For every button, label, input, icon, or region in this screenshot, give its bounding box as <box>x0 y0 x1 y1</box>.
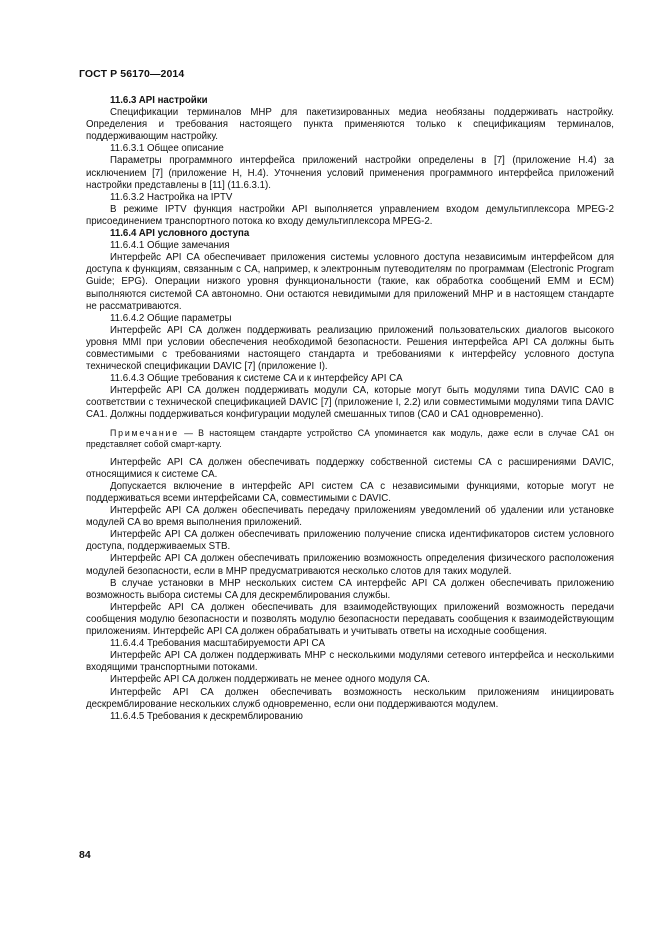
body-paragraph: Интерфейс API CA обеспечивает приложения системы условного доступа независимым интерфейсом для доступа к функциям, связанным с CA, например, к электронным путеводителям по программам (Electronic Program Guide; EPG). Операции низкого уровня функциональности (такие, как обработка сообщений EMM и ECM) выполняются системой CA автономно. Они остаются невидимыми для приложений MHP и в настоящем стандарте не рассматриваются. <box>86 252 614 312</box>
subsection-heading: 11.6.4.5 Требования к дескремблированию <box>110 710 303 722</box>
body-paragraph: Интерфейс API CA должен поддерживать модули CA, которые могут быть модулями типа DAVIC CA0 в соответствии с технической спецификацией DAVIC [7] (приложение I, 2.2) или совместимыми модулями типа DAVIC CA1. Должны поддерживаться конфигурации модулей смешанных типов (CA0 и CA1 одновременно). <box>86 385 614 421</box>
subsection-heading: 11.6.3.1 Общее описание <box>110 143 224 155</box>
body-paragraph: Интерфейс API CA должен обеспечивать для взаимодействующих приложений возможность передачи сообщения модулю безопасности и позволять модулю безопасности передавать сообщения к взаимодействующим приложениям. Интерфейс API CA должен обрабатывать и учитывать ответы на исходные сообщения. <box>86 601 614 638</box>
body-paragraph: Интерфейс API CA должен поддерживать не менее одного модуля CA. <box>110 674 430 686</box>
document-header: ГОСТ Р 56170—2014 <box>79 68 185 80</box>
body-paragraph: Интерфейс API CA должен обеспечивать передачу приложениям уведомлений об удалении или установке модулей CA во время выполнения приложений. <box>86 505 614 529</box>
subsection-heading: 11.6.4.3 Общие требования к системе CA и к интерфейсу API CA <box>110 373 403 385</box>
page-number: 84 <box>79 849 91 861</box>
subsection-heading: 11.6.4.4 Требования масштабируемости API CA <box>110 638 326 650</box>
body-paragraph: Допускается включение в интерфейс API систем CA с независимыми функциями, которые могут не поддерживаться всеми интерфейсами CA, совместимыми с DAVIC. <box>86 480 614 504</box>
note-label: Примечание <box>110 427 179 438</box>
body-paragraph: Интерфейс API CA должен обеспечивать возможность нескольким приложениям инициировать дескремблирование нескольких служб одновременно, если они поддерживаются модулем. <box>86 686 614 710</box>
subsection-heading: 11.6.3.2 Настройка на IPTV <box>110 191 233 203</box>
body-paragraph: В случае установки в MHP нескольких систем CA интерфейс API CA должен обеспечивать приложению возможность выбора системы CA для дескремблирования службы. <box>86 577 614 601</box>
body-paragraph: Интерфейс API CA должен обеспечивать приложению возможность определения физического расположения модулей безопасности, если в MHP предусматриваются несколько слотов для таких модулей. <box>86 553 614 577</box>
body-paragraph: Интерфейс API CA должен обеспечивать поддержку собственной системы CA с расширениями DAVIC, относящимися к системе CA. <box>86 456 614 480</box>
section-heading-11-6-3: 11.6.3 API настройки <box>110 95 208 106</box>
body-paragraph: Параметры программного интерфейса приложений настройки определены в [7] (приложение H.4) за исключением [7] (приложение H, H.4). Уточнения условий применения программного интерфейса приложений настройки представлены в [11] (11.6.3.1). <box>86 155 614 191</box>
section-heading-11-6-4: 11.6.4 API условного доступа <box>110 228 250 240</box>
body-paragraph: Спецификации терминалов MHP для пакетизированных медиа необязаны поддерживать настройку. Определения и требования настоящего пункта применяются только к спецификациям терминалов, поддерживающим настройку. <box>86 107 614 143</box>
note-text: — В настоящем стандарте устройство CA упоминается как модуль, даже если в случае CA1 он представляет собой смарт-карту. <box>86 427 614 450</box>
subsection-heading: 11.6.4.1 Общие замечания <box>110 240 230 252</box>
page-body <box>86 95 614 723</box>
body-paragraph: В режиме IPTV функция настройки API выполняется управлением входом демультиплексора MPEG-2 присоединением транспортного потока ко входу демультиплексора MPEG-2. <box>86 203 614 227</box>
body-paragraph: Интерфейс API CA должен поддерживать реализацию приложений пользовательских диалогов высокого уровня MMI при условии обеспечения необходимой безопасности. Решения интерфейса API CA должны быть совместимыми с требованиями настоящего стандарта и требованиями к интерфейсу условного доступа технической спецификации DAVIC [7] (приложение I). <box>86 324 614 373</box>
note-paragraph <box>86 428 614 451</box>
body-paragraph: Интерфейс API CA должен обеспечивать приложению получение списка идентификаторов систем условного доступа, поддерживаемых STB. <box>86 529 614 553</box>
subsection-heading: 11.6.4.2 Общие параметры <box>110 312 232 324</box>
body-paragraph: Интерфейс API CA должен поддерживать MHP с несколькими модулями сетевого интерфейса и несколькими входящими транспортными потоками. <box>86 650 614 674</box>
